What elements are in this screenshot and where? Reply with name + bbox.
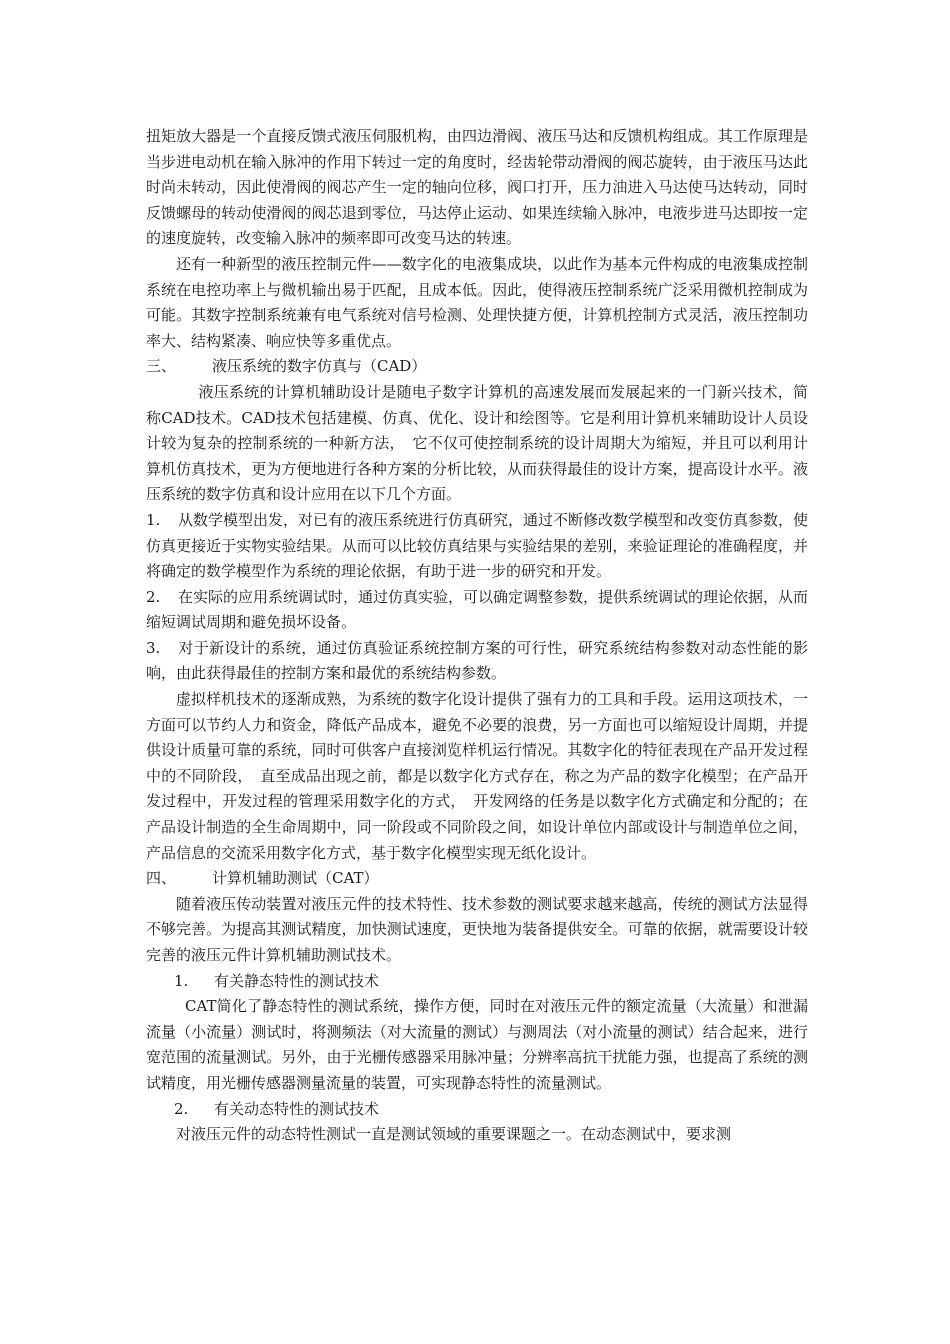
list-item-text: 从数学模型出发，对已有的液压系统进行仿真研究，通过不断修改数学模型和改变仿真参数，使仿真更接近于实物实验结果。从而可以比较仿真结果与实验结果的差别，来验证理论的准确程度，并将确定的数学模型作为系统的理论依据，有助于进一步的研究和开发。 xyxy=(146,510,809,581)
list-item-number: 2. xyxy=(146,587,161,606)
list-item-text: 在实际的应用系统调试时，通过仿真实验，可以确定调整参数，提供系统调试的理论依据，从而缩短调试周期和避免损坏设备。 xyxy=(146,587,809,632)
subsection-number: 1. xyxy=(174,971,189,990)
subsection-title: 有关静态特性的测试技术 xyxy=(214,971,380,990)
list-item-text: 对于新设计的系统，通过仿真验证系统控制方案的可行性，研究系统结构参数对动态性能的影响，由此获得最佳的控制方案和最优的系统结构参数。 xyxy=(146,638,808,683)
section-number: 四、 xyxy=(146,869,177,888)
subsection-heading-dynamic xyxy=(146,1097,808,1123)
subsection-title: 有关动态特性的测试技术 xyxy=(214,1099,380,1118)
list-item-number: 3. xyxy=(146,638,161,657)
document-page xyxy=(146,124,808,1148)
subsection-number: 2. xyxy=(174,1099,189,1118)
paragraph-static-testing: CAT简化了静态特性的测试系统，操作方便，同时在对液压元件的额定流量（大流量）和泄漏流量（小流量）测试时，将测频法（对大流量的测试）与测周法（对小流量的测试）结合起来，进行宽范围的流量测试。另外，由于光栅传感器采用脉冲量；分辨率高抗干扰能力强，也提高了系统的测试精度，用光栅传感器测量流量的装置，可实现静态特性的流量测试。 xyxy=(146,997,808,1092)
paragraph-virtual-prototype: 虚拟样机技术的逐渐成熟，为系统的数字化设计提供了强有力的工具和手段。运用这项技术，一方面可以节约人力和资金，降低产品成本，避免不必要的浪费，另一方面也可以缩短设计周期，并提供设计质量可靠的系统，同时可供客户直接浏览样机运行情况。其数字化的特征表现在产品开发过程中的不同阶段， 直至成品出现之前，都是以数字化方式存在，称之为产品的数字化模型；在产品开发过程中，开发过程的管理采用数字化的方式， 开发网络的任务是以数字化方式确定和分配的；在产品设计制造的全生命周期中，同一阶段或不同阶段之间，如设计单位内部或设计与制造单位之间，产品信息的交流采用数字化方式，基于数字化模型实现无纸化设计。 xyxy=(146,690,808,862)
subsection-heading-static xyxy=(146,969,808,995)
paragraph-electro-hydraulic-block: 还有一种新型的液压控制元件——数字化的电液集成块，以此作为基本元件构成的电液集成控制系统在电控功率上与微机输出易于匹配，且成本低。因此，使得液压控制系统广泛采用微机控制成为可能。其数字控制系统兼有电气系统对信号检测、处理快捷方便，计算机控制方式灵活，液压控制功率大、结构紧凑、响应快等多重优点。 xyxy=(146,254,808,350)
section-number: 三、 xyxy=(146,357,177,376)
list-item xyxy=(146,585,808,636)
paragraph-dynamic-testing: 对液压元件的动态特性测试一直是测试领域的重要课题之一。在动态测试中，要求测 xyxy=(176,1125,732,1144)
list-item xyxy=(146,636,808,687)
section-title: 液压系统的数字仿真与（CAD） xyxy=(212,357,427,376)
section-heading-cat xyxy=(146,866,808,892)
section-title: 计算机辅助测试（CAT） xyxy=(212,869,379,888)
paragraph-cad-intro: 液压系统的计算机辅助设计是随电子数字计算机的高速发展而发展起来的一门新兴技术，简称CAD技术。CAD技术包括建模、仿真、优化、设计和绘图等。它是利用计算机来辅助设计人员设计较为复杂的控制系统的一种新方法， 它不仅可使控制系统的设计周期大为缩短，并且可以利用计算机仿真技术，更为方便地进行各种方案的分析比较，从而获得最佳的设计方案，提高设计水平。液压系统的数字仿真和设计应用在以下几个方面。 xyxy=(146,382,808,504)
paragraph-torque-amplifier: 扭矩放大器是一个直接反馈式液压伺服机构，由四边滑阀、液压马达和反馈机构组成。其工作原理是当步进电动机在输入脉冲的作用下转过一定的角度时，经齿轮带动滑阀的阀芯旋转，由于液压马达此时尚未转动，因此使滑阀的阀芯产生一定的轴向位移，阀口打开，压力油进入马达使马达转动，同时反馈螺母的转动使滑阀的阀芯退到零位，马达停止运动、如果连续输入脉冲，电液步进马达即按一定的速度旋转，改变输入脉冲的频率即可改变马达的转速。 xyxy=(146,127,808,248)
section-heading-cad xyxy=(146,354,808,380)
paragraph-cat-intro: 随着液压传动装置对液压元件的技术特性、技术参数的测试要求越来越高，传统的测试方法显得不够完善。为提高其测试精度，加快测试速度，更快地为装备提供安全。可靠的依据，就需要设计较完善的液压元件计算机辅助测试技术。 xyxy=(146,894,808,964)
list-item xyxy=(146,508,808,585)
list-item-number: 1. xyxy=(146,510,161,529)
